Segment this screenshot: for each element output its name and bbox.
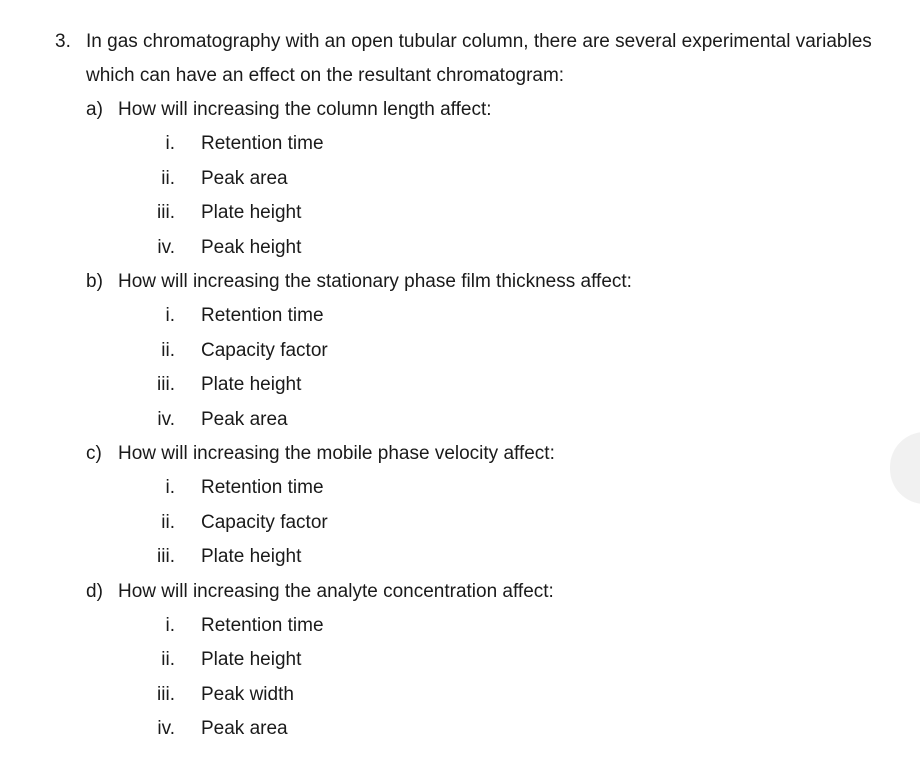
item-numeral: i.	[165, 477, 175, 498]
item-numeral: i.	[165, 133, 175, 154]
list-item	[55, 304, 915, 339]
list-item	[55, 408, 915, 443]
list-item	[55, 545, 915, 580]
item-text: Capacity factor	[201, 511, 328, 533]
part-prompt: How will increasing the mobile phase velocity affect:	[118, 443, 555, 464]
item-numeral: iv.	[157, 236, 175, 258]
list-item	[55, 683, 915, 718]
question-3	[55, 30, 915, 752]
item-text: Plate height	[201, 649, 302, 670]
item-numeral: i.	[165, 614, 175, 636]
item-text: Plate height	[201, 202, 302, 223]
part-letter: c)	[86, 443, 102, 464]
item-text: Plate height	[201, 546, 302, 567]
list-item	[55, 476, 915, 511]
item-text: Retention time	[201, 614, 324, 636]
question-text-line-1: In gas chromatography with an open tubular column, there are several experimental variables	[86, 31, 872, 52]
item-text: Capacity factor	[201, 339, 328, 361]
list-item	[55, 167, 915, 202]
item-numeral: ii.	[161, 339, 175, 361]
part-d	[55, 580, 915, 614]
item-numeral: iii.	[157, 374, 175, 395]
item-numeral: iv.	[157, 718, 175, 739]
item-text: Retention time	[201, 133, 324, 154]
list-item	[55, 339, 915, 374]
part-prompt: How will increasing the analyte concentration affect:	[118, 580, 554, 602]
item-numeral: ii.	[161, 167, 175, 189]
question-text-line-2: which can have an effect on the resultant chromatogram:	[86, 65, 565, 86]
part-prompt: How will increasing the stationary phase film thickness affect:	[118, 271, 632, 292]
item-text: Retention time	[201, 477, 324, 498]
question-intro-line-1	[55, 30, 915, 64]
item-numeral: iii.	[157, 202, 175, 223]
item-numeral: ii.	[161, 511, 175, 533]
part-letter: b)	[86, 271, 103, 292]
item-numeral: i.	[165, 305, 175, 326]
item-numeral: iii.	[157, 683, 175, 705]
list-item	[55, 201, 915, 236]
item-numeral: iv.	[157, 408, 175, 430]
item-text: Retention time	[201, 305, 324, 326]
item-text: Peak height	[201, 236, 302, 258]
list-item	[55, 648, 915, 683]
part-letter: d)	[86, 580, 103, 602]
list-item	[55, 132, 915, 167]
list-item	[55, 717, 915, 752]
item-numeral: ii.	[161, 649, 175, 670]
item-text: Peak area	[201, 718, 288, 739]
part-a	[55, 98, 915, 132]
question-number: 3.	[55, 31, 71, 52]
list-item	[55, 373, 915, 408]
part-b	[55, 270, 915, 304]
list-item	[55, 511, 915, 546]
part-letter: a)	[86, 99, 103, 120]
item-text: Peak area	[201, 167, 288, 189]
list-item	[55, 614, 915, 649]
list-item	[55, 236, 915, 271]
item-text: Plate height	[201, 374, 302, 395]
item-numeral: iii.	[157, 546, 175, 567]
item-text: Peak area	[201, 408, 288, 430]
part-c	[55, 442, 915, 476]
part-prompt: How will increasing the column length affect:	[118, 99, 492, 120]
item-text: Peak width	[201, 683, 294, 705]
question-intro-line-2	[55, 64, 915, 98]
